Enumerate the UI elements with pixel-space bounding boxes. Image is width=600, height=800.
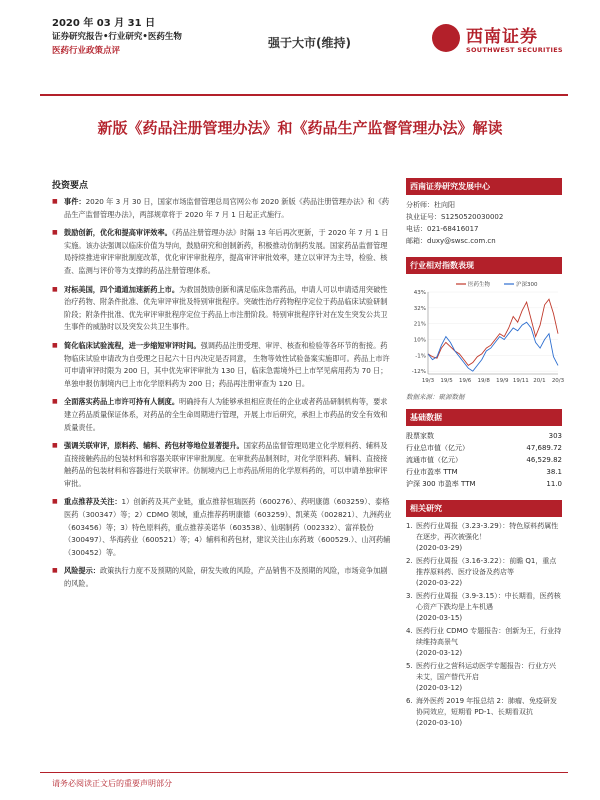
investment-point bbox=[52, 284, 394, 334]
related-report[interactable] bbox=[406, 661, 562, 694]
investment-point bbox=[52, 496, 394, 559]
related-report-title: 医药行业周报（3.16-3.22）：前瞻 Q1，重点推荐原料药、医疗设备及药店等 bbox=[416, 557, 557, 576]
y-tick-label: 43% bbox=[413, 290, 426, 296]
related-report-date: (2020-03-12) bbox=[416, 684, 463, 692]
logo-name-cn: 西南证券 bbox=[466, 27, 538, 47]
footer-divider bbox=[40, 772, 568, 773]
point-lead: 事件： bbox=[64, 197, 86, 206]
analyst-name: 分析师：杜向阳 bbox=[406, 201, 455, 209]
x-tick-label: 19/5 bbox=[440, 378, 453, 384]
point-lead: 风险提示： bbox=[64, 566, 100, 576]
point-text: 明确持有人为能够承担相应责任的企业或者药品研制机构等，要求建立药品质量保证体系，对药品的全生命周期进行管理，开展上市后研究，承担上市药品的安全有效和质量责任。 bbox=[64, 397, 388, 432]
logo-mark-icon bbox=[432, 24, 460, 52]
chart-source: 数据来源：聚源数据 bbox=[406, 393, 465, 401]
investment-heading: 投资要点 bbox=[52, 181, 89, 191]
related-report-number: 2. bbox=[406, 557, 413, 565]
point-lead: 鼓励创新，优化和提高审评效率。 bbox=[64, 228, 172, 238]
report-category: 证券研究报告•行业研究•医药生物 bbox=[52, 32, 182, 42]
x-tick-label: 19/8 bbox=[477, 378, 490, 384]
basic-data-row bbox=[406, 430, 562, 442]
related-report-title: 海外医药 2019 年报总结 2：肺瘤、免疫研发协同效应，短期看 PD-1、长期看双抗 bbox=[416, 697, 557, 716]
related-report-date: (2020-03-12) bbox=[416, 649, 463, 657]
report-title: 新版《药品注册管理办法》和《药品生产监督管理办法》解读 bbox=[97, 119, 503, 137]
related-report-number: 6. bbox=[406, 697, 413, 705]
sidebar bbox=[406, 178, 565, 731]
point-lead: 简化临床试验流程，进一步缩短审评时间。 bbox=[64, 340, 201, 350]
related-report-number: 1. bbox=[406, 522, 413, 530]
basic-data-value: 38.1 bbox=[546, 468, 562, 476]
x-tick-label: 20/1 bbox=[533, 378, 546, 384]
basic-data-row bbox=[406, 466, 562, 478]
title-divider bbox=[40, 94, 568, 96]
investment-point bbox=[52, 196, 394, 221]
basic-data-label: 流通市值（亿元） bbox=[406, 456, 462, 464]
y-tick-label: -12% bbox=[411, 369, 426, 376]
rating: 强于大市(维持) bbox=[268, 36, 351, 50]
chart-section-title: 行业相对指数表现 bbox=[406, 257, 562, 274]
related-report[interactable] bbox=[406, 626, 562, 659]
report-subcategory: 医药行业政策点评 bbox=[52, 46, 121, 56]
related-report-number: 4. bbox=[406, 627, 413, 635]
investment-point bbox=[52, 340, 394, 390]
y-tick-label: -1% bbox=[415, 353, 426, 360]
license-number: 执业证号：S1250520030002 bbox=[406, 213, 504, 221]
point-text: 政策执行力度不及预期的风险，研发失败的风险，产品销售不及预期的风险，市场竞争加剧的风险。 bbox=[64, 566, 388, 589]
point-text: 强调药品注册受理、审评、核查和检验等各环节的衔接。药物临床试验申请改为自受理之日起六十日内决定是否同意， 生物等效性试验备案实施即可。药品上市许可申请审评时限为 200 日，其中优先审评审批为 130 日，临床急需境外已上市罕见病用药为 70 日；单独申报仿制境内已上市化学原料药为 200 日；药品再注册审查为 120 日。 bbox=[64, 340, 390, 388]
related-report-date: (2020-03-22) bbox=[416, 579, 463, 587]
investment-point bbox=[52, 440, 394, 490]
x-tick-label: 19/9 bbox=[496, 378, 509, 384]
basic-data-value: 46,529.82 bbox=[526, 456, 562, 464]
investment-point bbox=[52, 396, 394, 434]
related-report[interactable] bbox=[406, 521, 562, 554]
point-lead: 强调关联审评，原料药、辅料、药包材等地位显著提升。 bbox=[64, 441, 244, 451]
y-tick-label: 10% bbox=[413, 337, 426, 344]
point-text: 国家药品监督管理局建立化学原料药、辅料及直接接触药品的包装材料和容器关联审评审批制度。在审批药品制剂时，对化学原料药、辅料、直接接触药品的包装材料和容器进行关联审评。仿制境内已上市药品所用的化学原料药的，可以申请单独审评审批。 bbox=[64, 441, 388, 488]
company-logo bbox=[432, 22, 572, 62]
basic-data-value: 47,689.72 bbox=[526, 444, 562, 452]
related-report-date: (2020-03-10) bbox=[416, 719, 463, 727]
x-tick-label: 19/6 bbox=[458, 378, 472, 384]
related-research-title: 相关研究 bbox=[406, 500, 562, 517]
basic-data-row bbox=[406, 478, 562, 490]
basic-data-label: 股票家数 bbox=[406, 432, 434, 440]
point-lead: 全面落实药品上市许可持有人制度。 bbox=[64, 397, 180, 407]
phone-number: 电话：021-68416017 bbox=[406, 225, 479, 233]
relative-index-chart bbox=[406, 278, 565, 390]
email-address: 邮箱：duxy@swsc.com.cn bbox=[406, 237, 496, 245]
basic-data-value: 11.0 bbox=[546, 480, 562, 488]
investment-points bbox=[52, 196, 394, 597]
point-text: 《药品注册管理办法》时隔 13 年后再次更新，于 2020 年 7 月 1 日实施。该办法强调以临床价值为导向，鼓励研究和创制新药，积极推动仿制药发展。国家药品监督管理局持续推进审评审批制度改革，优化审评审批程序，提高审评审批效率，建立以审评为主导，检验、核查、监测与评价等为支撑的药品注册管理体系。 bbox=[64, 228, 389, 275]
related-report-number: 3. bbox=[406, 592, 413, 600]
related-report-title: 医药行业 CDMO 专题报告：创新为王，行业持续维持高景气 bbox=[416, 627, 562, 646]
basic-data-row bbox=[406, 454, 562, 466]
point-lead: 重点推荐及关注： bbox=[64, 497, 122, 507]
related-research-list bbox=[406, 521, 562, 729]
point-lead: 对标美国，四个通道加速新药上市。 bbox=[64, 284, 180, 294]
related-report-number: 5. bbox=[406, 662, 413, 670]
y-tick-label: 21% bbox=[413, 321, 426, 328]
point-text: 1）创新药及其产业链，重点推荐恒瑞医药（600276）、药明康德（603259）、泰格医药（300347）等；2）CDMO 领域，重点推荐药明康德（603259）、凯莱英（002821）、九洲药业（603456）等；3）特色原料药，重点推荐美诺华（603538）、仙琚制药（002332）、富祥股份（300497）、华海药业（600521）等；4）辅料和药包材，建议关注山东药玻（600529.）、山河药辅（300452）等。 bbox=[64, 497, 392, 557]
point-text: 2020 年 3 月 30 日，国家市场监督管理总局官网公布 2020 新版《药品注册管理办法》和《药品生产监督管理办法》，两部规章将于 2020 年 7 月 1 日起正式施行。 bbox=[64, 197, 390, 219]
legend-label: 医药生物 bbox=[468, 282, 491, 288]
related-report-date: (2020-03-29) bbox=[416, 544, 463, 552]
research-center-title: 西南证券研究发展中心 bbox=[406, 178, 562, 195]
related-report-title: 医药行业之营科运动医学专题报告：行业方兴未艾，国产替代开启 bbox=[416, 662, 556, 681]
basic-data-label: 沪深 300 市盈率 TTM bbox=[406, 480, 476, 488]
related-report-date: (2020-03-15) bbox=[416, 614, 463, 622]
chart-svg bbox=[406, 278, 565, 390]
basic-data-table bbox=[406, 430, 562, 490]
related-report-title: 医药行业周报（3.9-3.15）：中长期看，医药核心资产下跌均是上车机遇 bbox=[416, 592, 561, 611]
basic-data-title: 基础数据 bbox=[406, 409, 562, 426]
related-report[interactable] bbox=[406, 556, 562, 589]
x-tick-label: 19/11 bbox=[512, 378, 529, 384]
related-report[interactable] bbox=[406, 591, 562, 624]
basic-data-label: 行业市盈率 TTM bbox=[406, 468, 458, 476]
legend-label: 沪深300 bbox=[516, 282, 538, 288]
basic-data-label: 行业总市值（亿元） bbox=[406, 444, 469, 452]
y-tick-label: 32% bbox=[413, 305, 426, 312]
related-report-title: 医药行业周报（3.23-3.29）：特色原料药属性在逐步，再次被强化！ bbox=[416, 522, 559, 541]
report-date: 2020 年 03 月 31 日 bbox=[52, 18, 156, 29]
x-tick-label: 19/3 bbox=[421, 378, 435, 384]
related-report[interactable] bbox=[406, 696, 562, 729]
basic-data-value: 303 bbox=[548, 432, 562, 440]
footer-disclaimer: 请务必阅读正文后的重要声明部分 bbox=[52, 779, 172, 788]
logo-name-en: SOUTHWEST SECURITIES bbox=[466, 46, 563, 54]
investment-point bbox=[52, 565, 394, 590]
point-text: 为救国鼓励创新和满足临床急需药品，申请人可以申请适用突破性治疗药物、附条件批准、优先审评审批及特别审批程序。突破性治疗药物程序定位于药品临床试验研制阶段；附条件批准、优先审评审批程序定位于药品上市注册阶段。特别审批程序针对在发生突发公共卫生事件的威胁时以及突发公共卫生事件。 bbox=[64, 284, 388, 332]
basic-data-row bbox=[406, 442, 562, 454]
x-tick-label: 20/3 bbox=[551, 378, 565, 384]
investment-point bbox=[52, 227, 394, 277]
